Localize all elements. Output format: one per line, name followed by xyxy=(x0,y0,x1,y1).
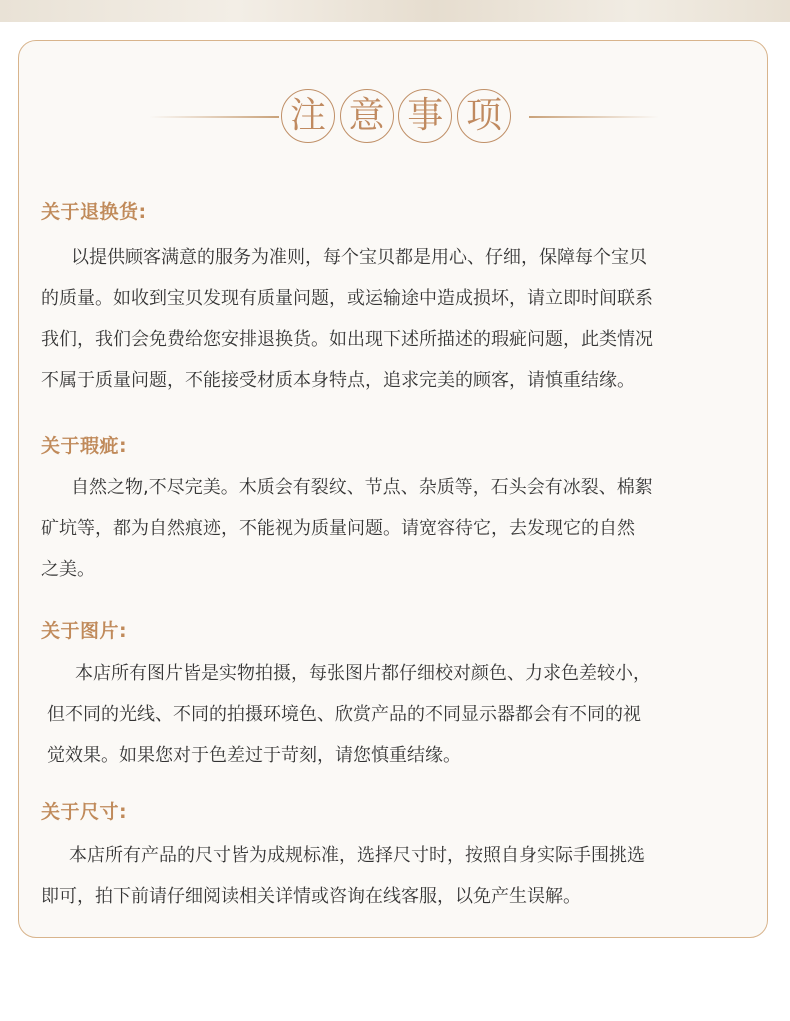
text-line: 本店所有图片皆是实物拍摄，每张图片都仔细校对颜色、力求色差较小， xyxy=(75,663,651,684)
title-char-3: 事 xyxy=(398,89,452,143)
section-heading-flaws: 关于瑕疵: xyxy=(41,435,128,457)
title-right-divider xyxy=(529,116,659,118)
text-line: 觉效果。如果您对于色差过于苛刻，请您慎重结缘。 xyxy=(47,745,461,766)
text-line: 矿坑等，都为自然痕迹，不能视为质量问题。请宽容待它，去发现它的自然 xyxy=(41,518,635,539)
text-line: 以提供顾客满意的服务为准则，每个宝贝都是用心、仔细，保障每个宝贝 xyxy=(71,247,647,268)
section-body-returns xyxy=(41,237,747,401)
section-body-sizes xyxy=(41,835,747,917)
section-body-flaws xyxy=(41,467,747,590)
section-heading-returns: 关于退换货: xyxy=(41,201,147,223)
title-char-4: 项 xyxy=(457,89,511,143)
section-heading-pictures: 关于图片: xyxy=(41,620,128,642)
title-left-divider xyxy=(149,116,279,118)
text-line: 自然之物,不尽完美。木质会有裂纹、节点、杂质等，石头会有冰裂、棉絮 xyxy=(71,477,653,498)
title-characters xyxy=(281,87,511,147)
text-line: 本店所有产品的尺寸皆为成规标准，选择尺寸时，按照自身实际手围挑选 xyxy=(69,845,645,866)
title-char-2: 意 xyxy=(340,89,394,143)
top-decorative-band xyxy=(0,0,790,22)
title-char-1: 注 xyxy=(281,89,335,143)
notice-card xyxy=(18,40,768,938)
text-line: 之美。 xyxy=(41,559,95,580)
text-line: 我们，我们会免费给您安排退换货。如出现下述所描述的瑕疵问题，此类情况 xyxy=(41,329,653,350)
section-heading-sizes: 关于尺寸: xyxy=(41,801,128,823)
text-line: 不属于质量问题，不能接受材质本身特点，追求完美的顾客，请慎重结缘。 xyxy=(41,370,635,391)
text-line: 但不同的光线、不同的拍摄环境色、欣赏产品的不同显示器都会有不同的视 xyxy=(47,704,641,725)
notice-title xyxy=(19,87,769,147)
section-body-pictures xyxy=(41,653,747,776)
text-line: 即可，拍下前请仔细阅读相关详情或咨询在线客服，以免产生误解。 xyxy=(41,886,581,907)
text-line: 的质量。如收到宝贝发现有质量问题，或运输途中造成损坏，请立即时间联系 xyxy=(41,288,653,309)
